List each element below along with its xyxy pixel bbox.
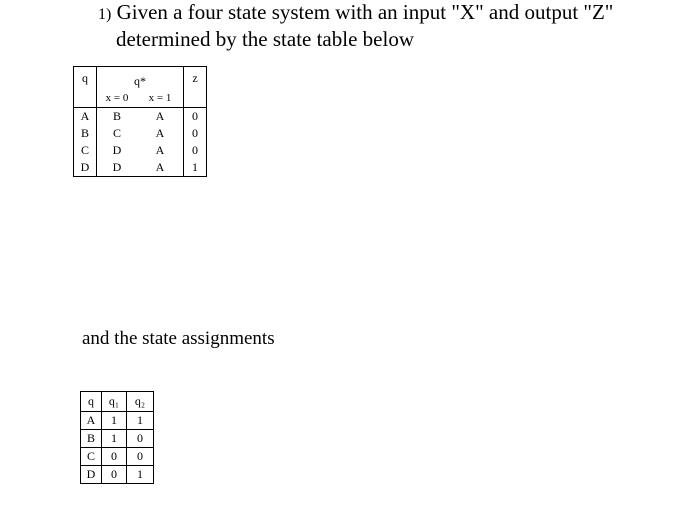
q2-cell: 0 [127, 430, 154, 448]
state-cell: C [81, 448, 102, 466]
header-x0: x = 0 [97, 89, 138, 108]
state-cell: B [74, 125, 97, 142]
next-x0-cell: B [112, 109, 121, 123]
output-cell: 1 [184, 159, 207, 177]
next-x1-cell: A [137, 142, 184, 159]
next-x0-cell: D [97, 159, 138, 177]
question-line-2: determined by the state table below [116, 27, 414, 51]
assignments-intro-text: and the state assignments [82, 328, 275, 349]
header-z: z [184, 67, 207, 108]
next-x0-cell: C [112, 126, 121, 140]
q1-cell: 1 [102, 430, 127, 448]
q1-cell: 0 [102, 466, 127, 484]
assignment-table [80, 391, 154, 484]
next-x1-cell: A [137, 159, 184, 177]
question-text [98, 0, 613, 52]
header-next-state: q* [97, 67, 184, 90]
header-q1: q₁ [102, 392, 127, 412]
state-cell: D [74, 159, 97, 177]
output-cell: 0 [184, 142, 207, 159]
q2-cell: 1 [127, 466, 154, 484]
output-cell: 0 [184, 108, 207, 126]
header-x1: x = 1 [137, 89, 184, 108]
table-row [81, 466, 154, 484]
table-row [74, 142, 207, 159]
state-cell: C [74, 142, 97, 159]
state-table [73, 66, 207, 177]
next-x0-cell: D [112, 143, 122, 157]
table-row [81, 430, 154, 448]
header-q: q [74, 67, 97, 108]
table-row [74, 108, 207, 126]
table-row [74, 159, 207, 177]
header-q2: q₂ [127, 392, 154, 412]
state-cell: D [81, 466, 102, 484]
state-cell: A [74, 108, 97, 126]
table-row [74, 125, 207, 142]
header-q: q [81, 392, 102, 412]
table-row [81, 412, 154, 430]
state-cell: B [81, 430, 102, 448]
table-row [81, 448, 154, 466]
q1-cell: 1 [102, 412, 127, 430]
next-x1-cell: A [137, 108, 184, 126]
state-cell: A [81, 412, 102, 430]
question-number: 1) [98, 6, 112, 23]
next-x1-cell: A [137, 125, 184, 142]
q1-cell: 0 [102, 448, 127, 466]
q2-cell: 1 [127, 412, 154, 430]
question-line-1: Given a four state system with an input "X" and output "Z" [116, 0, 614, 24]
output-cell: 0 [184, 125, 207, 142]
q2-cell: 0 [127, 448, 154, 466]
